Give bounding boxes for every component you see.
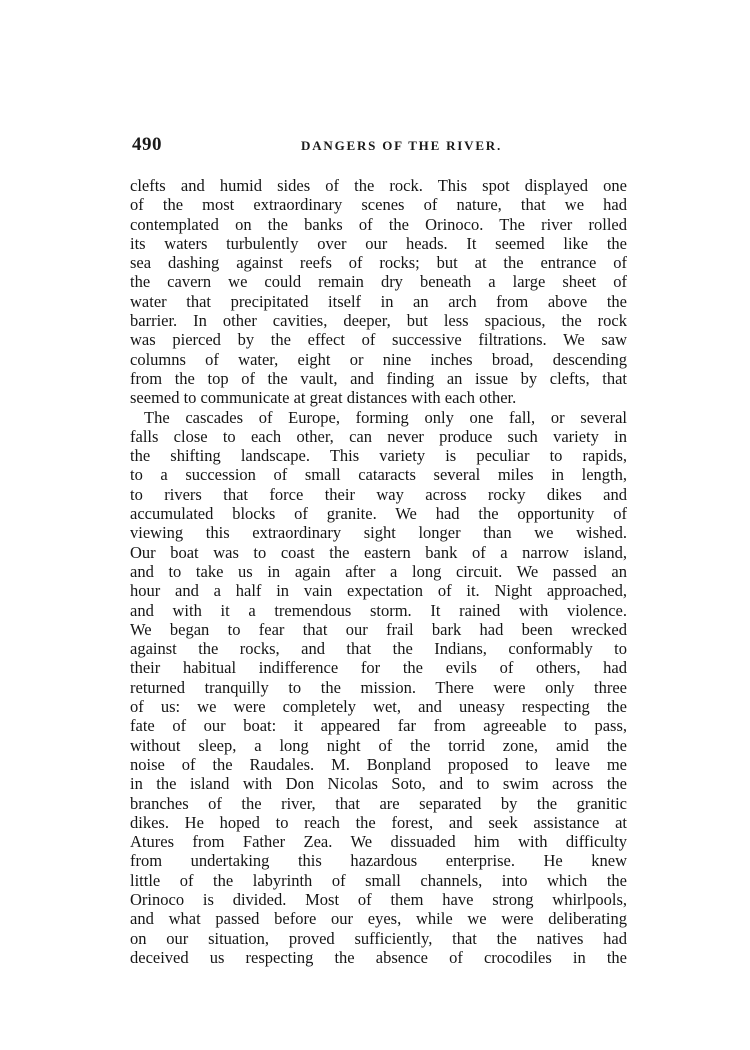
text-line: We began to fear that our frail bark had been wrecked <box>130 619 627 639</box>
text-line: sea dashing against reefs of rocks; but at the entrance of <box>130 253 627 273</box>
page-number: 490 <box>132 134 162 155</box>
text-line: in the island with Don Nicolas Soto, and to swim across the <box>130 774 627 794</box>
text-line: to rivers that force their way across rocky dikes and <box>130 484 627 504</box>
text-line: Atures from Father Zea. We dissuaded him with difficulty <box>130 832 627 852</box>
text-line: fate of our boat: it appeared far from agreeable to pass, <box>130 716 627 736</box>
text-line: barrier. In other cavities, deeper, but less spacious, the rock <box>130 311 627 331</box>
text-line: Orinoco is divided. Most of them have strong whirlpools, <box>130 889 627 909</box>
text-line: hour and a half in vain expectation of it. Night approached, <box>130 581 627 601</box>
text-line: water that precipitated itself in an arch from above the <box>130 291 627 311</box>
text-line: The cascades of Europe, forming only one fall, or several <box>144 407 627 427</box>
text-line: viewing this extraordinary sight longer than we wished. <box>130 523 627 543</box>
text-line: on our situation, proved sufficiently, that the natives had <box>130 928 627 948</box>
text-line: from the top of the vault, and finding an issue by clefts, that <box>130 368 627 388</box>
page-header <box>132 134 627 158</box>
text-line: Our boat was to coast the eastern bank of a narrow island, <box>130 542 627 562</box>
text-line: to a succession of small cataracts several miles in length, <box>130 465 627 485</box>
text-line: clefts and humid sides of the rock. This spot displayed one <box>130 176 627 195</box>
text-line: noise of the Raudales. M. Bonpland proposed to leave me <box>130 754 627 774</box>
text-line: its waters turbulently over our heads. It seemed like the <box>130 233 627 253</box>
text-line: the cavern we could remain dry beneath a large sheet of <box>130 272 627 292</box>
text-line: deceived us respecting the absence of crocodiles in the <box>130 947 627 967</box>
text-line: their habitual indifference for the evils of others, had <box>130 658 627 678</box>
text-line: the shifting landscape. This variety is peculiar to rapids, <box>130 446 627 466</box>
text-line: dikes. He hoped to reach the forest, and seek assistance at <box>130 812 627 832</box>
text-line: contemplated on the banks of the Orinoco. The river rolled <box>130 214 627 234</box>
text-line: returned tranquilly to the mission. There were only three <box>130 677 627 697</box>
text-line: and to take us in again after a long circuit. We passed an <box>130 561 627 581</box>
text-line: from undertaking this hazardous enterprise. He knew <box>130 851 627 871</box>
text-line: and what passed before our eyes, while we were deliberating <box>130 909 627 929</box>
text-line: branches of the river, that are separated by the granitic <box>130 793 627 813</box>
text-line: was pierced by the effect of successive filtrations. We saw <box>130 330 627 350</box>
body-text <box>130 176 627 967</box>
text-line: of the most extraordinary scenes of nature, that we had <box>130 195 627 215</box>
text-line: columns of water, eight or nine inches broad, descending <box>130 349 627 369</box>
text-line: falls close to each other, can never produce such variety in <box>130 426 627 446</box>
text-line: without sleep, a long night of the torrid zone, amid the <box>130 735 627 755</box>
running-head: DANGERS OF THE RIVER. <box>301 138 503 153</box>
text-line: seemed to communicate at great distances with each other. <box>130 388 517 408</box>
text-line: against the rocks, and that the Indians, conformably to <box>130 639 627 659</box>
text-line: little of the labyrinth of small channels, into which the <box>130 870 627 890</box>
text-line: and with it a tremendous storm. It rained with violence. <box>130 600 627 620</box>
text-line: of us: we were completely wet, and uneasy respecting the <box>130 697 627 717</box>
text-line: accumulated blocks of granite. We had the opportunity of <box>130 504 627 524</box>
